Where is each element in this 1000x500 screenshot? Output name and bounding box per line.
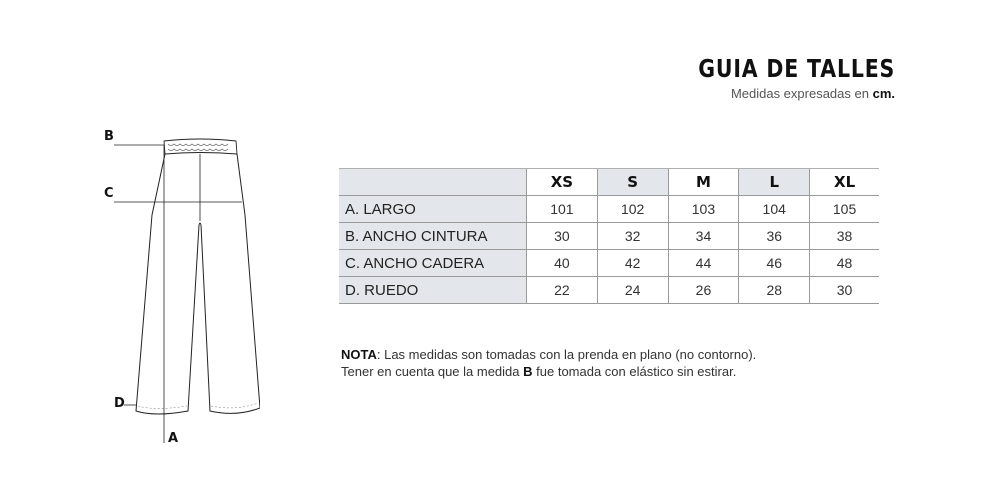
label-c: C bbox=[104, 186, 114, 201]
note-text-1: : Las medidas son tomadas con la prenda en plano (no contorno). bbox=[376, 347, 757, 362]
note-text-2a: Tener en cuenta que la medida bbox=[341, 364, 524, 379]
table-cell: 104 bbox=[739, 196, 810, 223]
waistband bbox=[164, 139, 237, 154]
note-measure-b: B bbox=[523, 364, 533, 379]
table-cell: 105 bbox=[810, 196, 879, 223]
label-b: B bbox=[104, 129, 114, 144]
subtitle-text: Medidas expresadas en bbox=[730, 86, 873, 101]
table-cell: 26 bbox=[668, 277, 739, 304]
table-cell: 30 bbox=[527, 223, 598, 250]
table-cell: 46 bbox=[739, 250, 810, 277]
table-cell: 28 bbox=[739, 277, 810, 304]
size-header: XL bbox=[810, 169, 879, 196]
size-header: L bbox=[739, 169, 810, 196]
label-d: D bbox=[114, 396, 125, 411]
row-label: A. LARGO bbox=[339, 196, 527, 223]
row-label: B. ANCHO CINTURA bbox=[339, 223, 527, 250]
table-row bbox=[339, 196, 879, 223]
table-corner bbox=[339, 169, 527, 196]
table-cell: 36 bbox=[739, 223, 810, 250]
table-row bbox=[339, 277, 879, 304]
pants-diagram bbox=[100, 125, 260, 455]
table-cell: 102 bbox=[597, 196, 668, 223]
size-header: XS bbox=[527, 169, 598, 196]
right-leg bbox=[201, 154, 260, 413]
table-cell: 101 bbox=[527, 196, 598, 223]
table-cell: 48 bbox=[810, 250, 879, 277]
table-row bbox=[339, 250, 879, 277]
note-line-2 bbox=[341, 363, 756, 380]
page-title: GUIA DE TALLES bbox=[698, 54, 895, 83]
table-cell: 40 bbox=[527, 250, 598, 277]
note bbox=[341, 346, 756, 380]
size-header: M bbox=[668, 169, 739, 196]
note-text-2b: fue tomada con elástico sin estirar. bbox=[532, 364, 737, 379]
table-cell: 30 bbox=[810, 277, 879, 304]
left-leg bbox=[136, 154, 199, 414]
table-cell: 42 bbox=[597, 250, 668, 277]
table-cell: 44 bbox=[668, 250, 739, 277]
table-cell: 24 bbox=[597, 277, 668, 304]
note-line-1 bbox=[341, 346, 756, 363]
table-cell: 34 bbox=[668, 223, 739, 250]
size-header: S bbox=[597, 169, 668, 196]
table-cell: 22 bbox=[527, 277, 598, 304]
table-header-row bbox=[339, 169, 879, 196]
note-label: NOTA bbox=[341, 347, 377, 362]
table-cell: 103 bbox=[668, 196, 739, 223]
page-subtitle bbox=[655, 86, 895, 101]
table-row bbox=[339, 223, 879, 250]
subtitle-unit: cm. bbox=[872, 86, 895, 101]
table-cell: 38 bbox=[810, 223, 879, 250]
header bbox=[655, 54, 895, 101]
row-label: D. RUEDO bbox=[339, 277, 527, 304]
size-table bbox=[339, 168, 879, 304]
label-a: A bbox=[168, 431, 179, 446]
table-cell: 32 bbox=[597, 223, 668, 250]
row-label: C. ANCHO CADERA bbox=[339, 250, 527, 277]
